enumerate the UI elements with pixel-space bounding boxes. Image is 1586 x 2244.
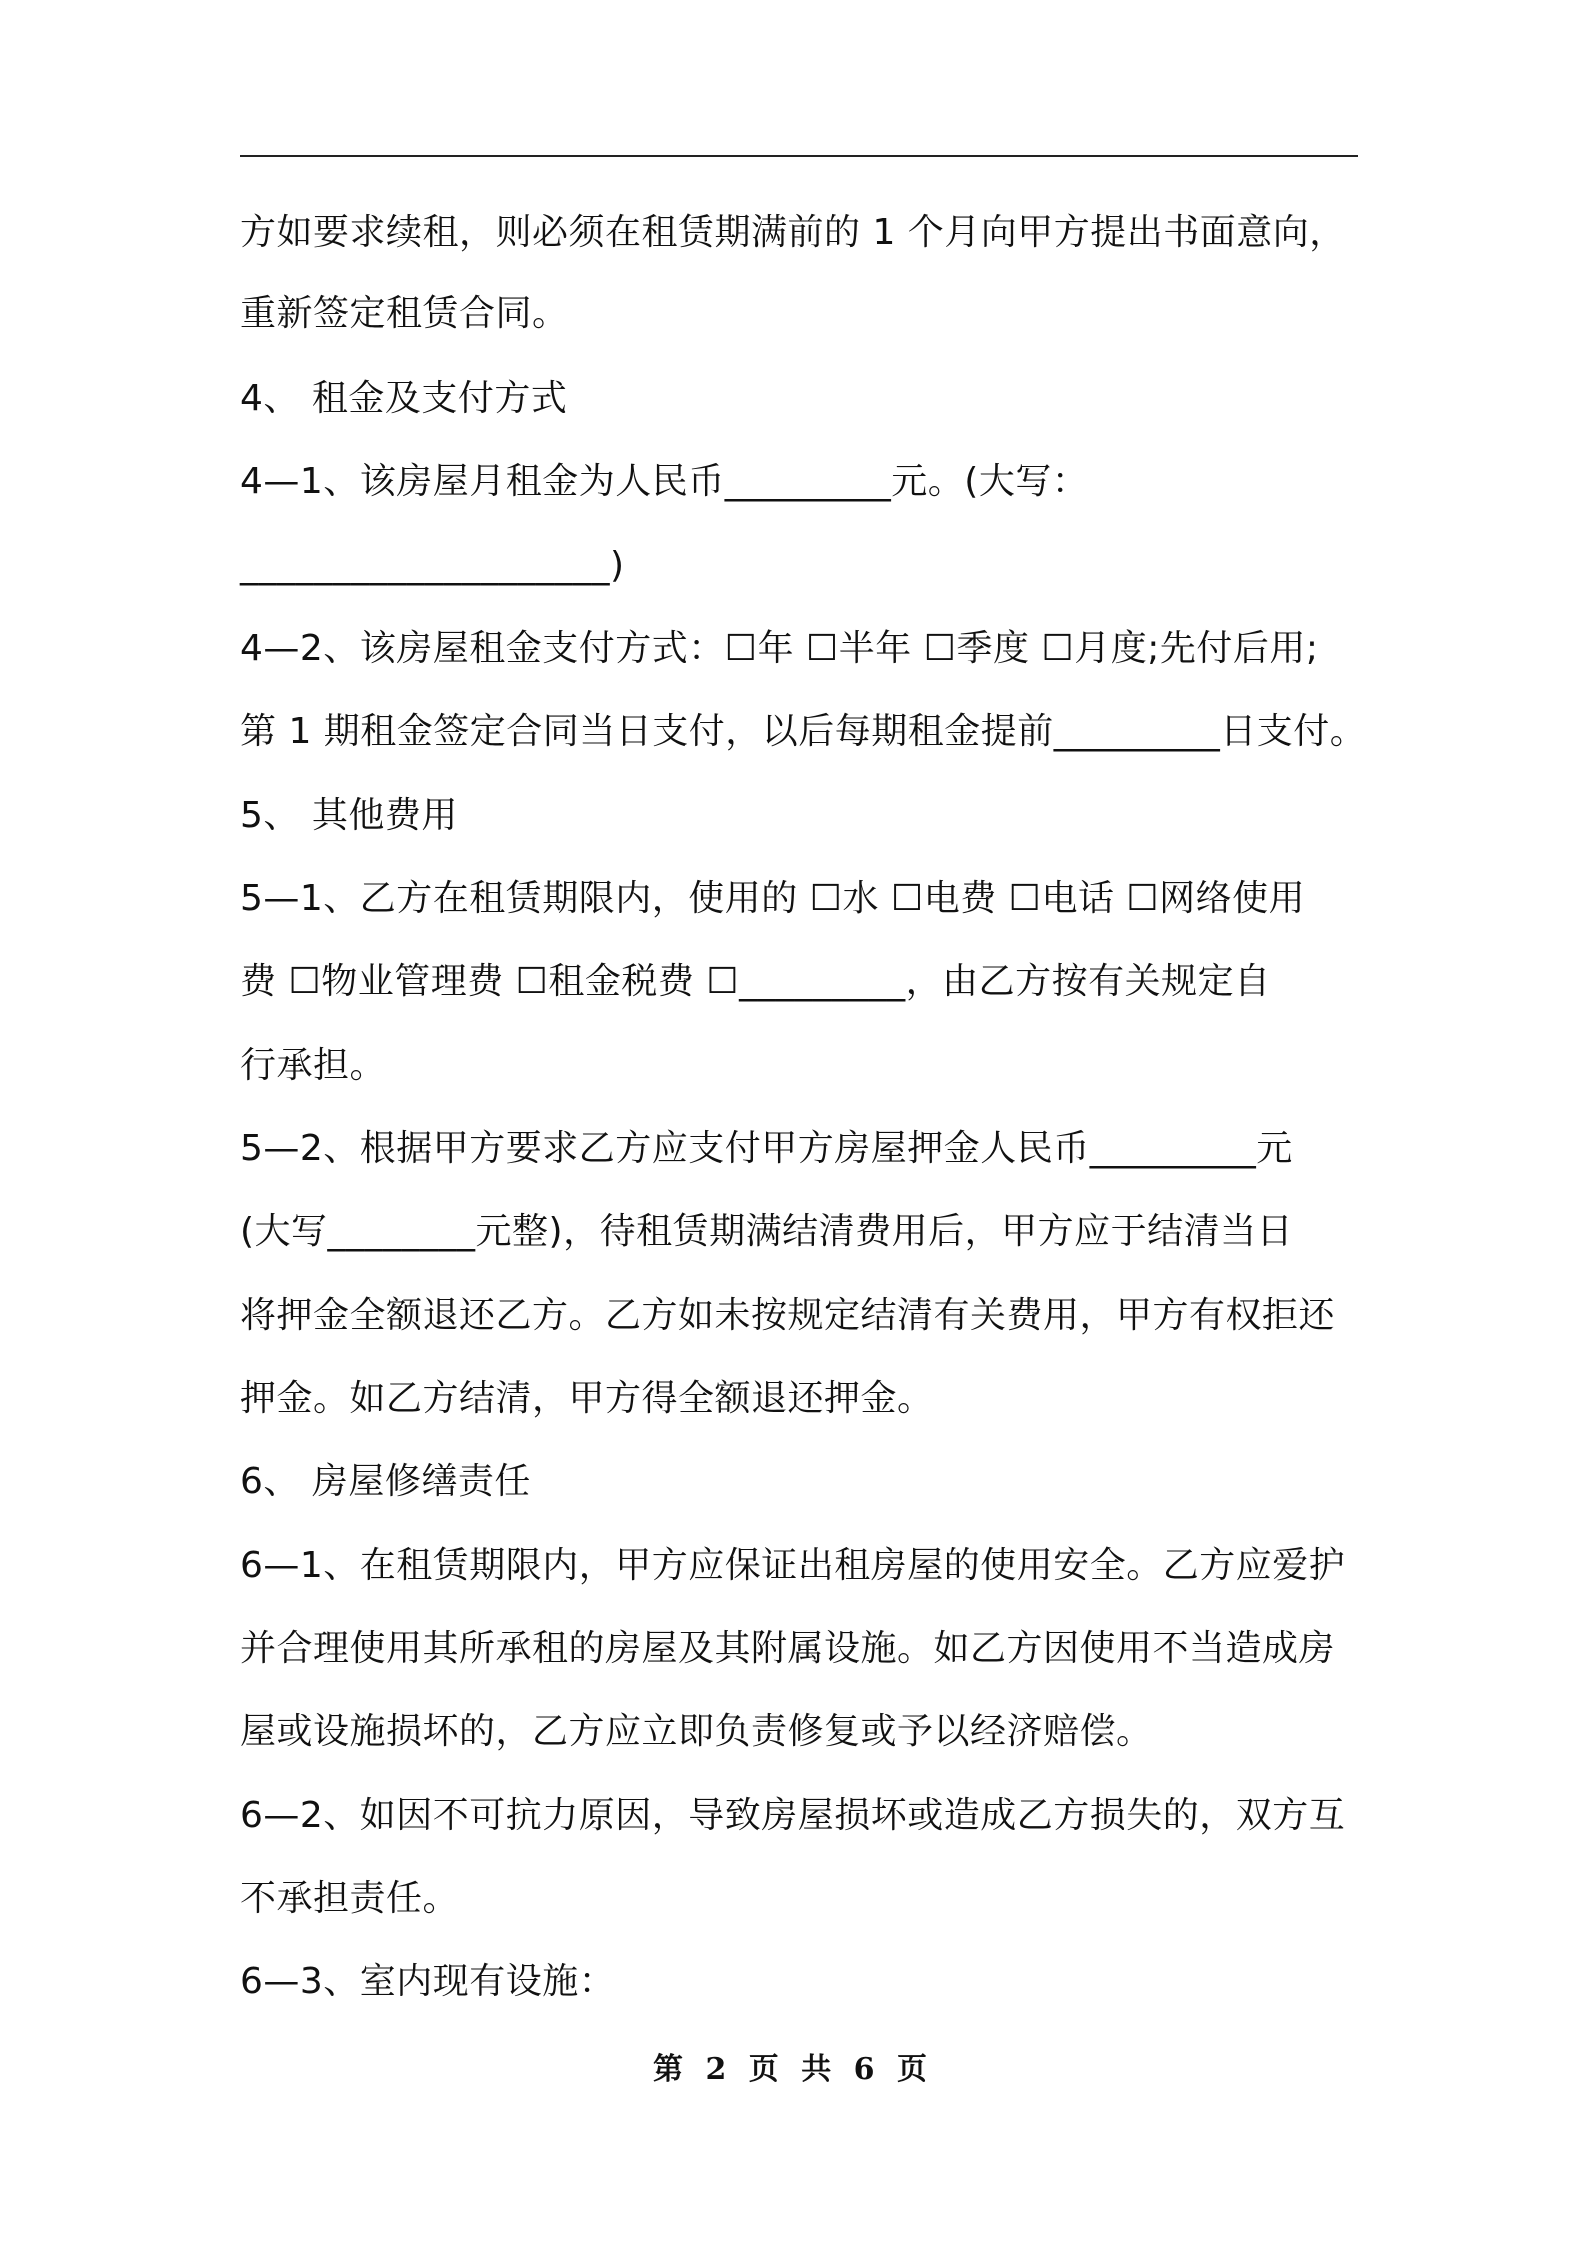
text-line: 4—2、该房屋租金支付方式：☐年 ☐半年 ☐季度 ☐月度;先付后用; bbox=[240, 628, 1319, 669]
text-line: 6—2、如因不可抗力原因，导致房屋损坏或造成乙方损失的，双方互 bbox=[240, 1795, 1346, 1836]
text-line: 第 1 期租金签定合同当日支付，以后每期租金提前_________日支付。 bbox=[240, 711, 1367, 752]
text-line: 将押金全额退还乙方。乙方如未按规定结清有关费用，甲方有权拒还 bbox=[240, 1295, 1336, 1336]
text-line: 行承担。 bbox=[240, 1045, 387, 1086]
text-line: 6—3、室内现有设施： bbox=[240, 1961, 616, 2002]
header-divider bbox=[240, 155, 1358, 157]
text-line: 5—1、乙方在租赁期限内，使用的 ☐水 ☐电费 ☐电话 ☐网络使用 bbox=[240, 878, 1306, 919]
text-line: ____________________) bbox=[240, 545, 625, 586]
page-number-footer: 第 2 页 共 6 页 bbox=[653, 2052, 933, 2087]
section-heading-other-fees: 5、 其他费用 bbox=[240, 795, 458, 836]
section-heading-rent: 4、 租金及支付方式 bbox=[240, 378, 568, 419]
text-line: 押金。如乙方结清，甲方得全额退还押金。 bbox=[240, 1378, 934, 1419]
text-line: 6—1、在租赁期限内，甲方应保证出租房屋的使用安全。乙方应爱护 bbox=[240, 1545, 1346, 1586]
text-line: 屋或设施损坏的，乙方应立即负责修复或予以经济赔偿。 bbox=[240, 1711, 1153, 1752]
text-line: 不承担责任。 bbox=[240, 1878, 460, 1919]
text-line: 4—1、该房屋月租金为人民币_________元。(大写： bbox=[240, 461, 1089, 502]
text-line: 并合理使用其所承租的房屋及其附属设施。如乙方因使用不当造成房 bbox=[240, 1628, 1336, 1669]
text-line: 5—2、根据甲方要求乙方应支付甲方房屋押金人民币_________元 bbox=[240, 1128, 1293, 1169]
text-line: (大写________元整)，待租赁期满结清费用后，甲方应于结清当日 bbox=[240, 1211, 1294, 1252]
text-line: 方如要求续租，则必须在租赁期满前的 1 个月向甲方提出书面意向， bbox=[240, 212, 1346, 253]
text-line: 重新签定租赁合同。 bbox=[240, 293, 569, 334]
text-line: 费 ☐物业管理费 ☐租金税费 ☐_________，由乙方按有关规定自 bbox=[240, 961, 1271, 1002]
section-heading-repair: 6、 房屋修缮责任 bbox=[240, 1461, 531, 1502]
